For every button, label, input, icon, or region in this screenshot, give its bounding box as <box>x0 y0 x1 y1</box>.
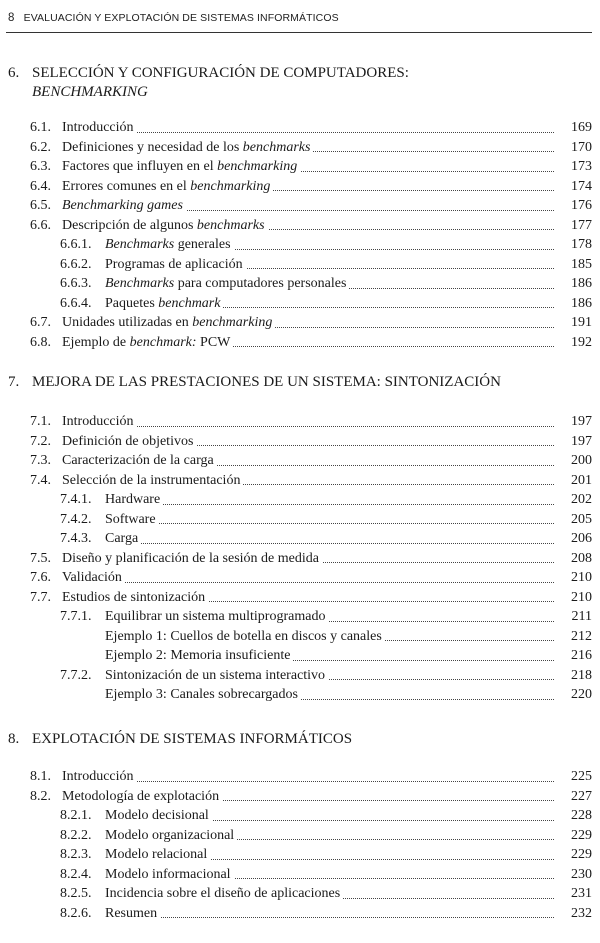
title-part: Introducción <box>62 414 134 429</box>
toc-entry-page: 218 <box>571 667 592 683</box>
toc-entry <box>0 432 600 452</box>
toc-entry-title <box>62 412 137 432</box>
toc-entry-title <box>62 177 273 197</box>
toc-entry <box>0 333 600 353</box>
toc-entry-title <box>62 157 300 177</box>
toc-entry-title <box>62 568 125 588</box>
title-part: Modelo organizacional <box>105 827 235 843</box>
title-part: Equilibrar un sistema multiprogramado <box>105 609 326 624</box>
toc-entry-page: 212 <box>571 628 592 644</box>
toc-entry-title <box>105 627 385 647</box>
toc-entry-number: 6.6.2. <box>60 256 92 272</box>
chapter-8-toc <box>0 767 600 923</box>
title-part: Introducción <box>62 769 134 784</box>
title-part: Factores que influyen en el <box>62 159 218 174</box>
toc-entry-page: 192 <box>571 334 592 350</box>
toc-entry-page: 229 <box>571 827 592 843</box>
toc-entry-title <box>62 333 233 353</box>
toc-entry-page: 225 <box>571 769 592 784</box>
title-part: Carga <box>105 531 139 546</box>
title-part: Metodología de explotación <box>62 788 220 804</box>
toc-entry-title <box>105 235 234 255</box>
toc-entry-number: 6.6. <box>30 217 51 233</box>
toc-entry-page: 197 <box>571 433 592 449</box>
title-italic-part: benchmarking <box>217 159 298 174</box>
toc-entry-title <box>105 865 234 885</box>
title-part: Diseño y planificación de la sesión de medida <box>62 550 319 566</box>
toc-entry <box>0 216 600 236</box>
chapter-8-heading <box>8 730 588 749</box>
toc-entry <box>0 490 600 510</box>
toc-entry-title <box>62 549 322 569</box>
toc-entry-number: 7.5. <box>30 550 51 566</box>
title-part: Definición de objetivos <box>62 433 194 449</box>
toc-entry-title <box>105 826 237 846</box>
chapter-number: 7. <box>8 374 20 390</box>
toc-entry-number: 7.7. <box>30 589 51 605</box>
running-header <box>8 12 588 24</box>
toc-entry-title <box>105 529 141 549</box>
title-part: Programas de aplicación <box>105 256 243 272</box>
toc-entry-number: 7.4.2. <box>60 511 92 527</box>
toc-entry-title <box>105 845 210 865</box>
title-part: Paquetes <box>105 295 159 311</box>
toc-entry-title <box>62 313 275 333</box>
title-part: Caracterización de la carga <box>62 453 214 468</box>
title-italic-part: benchmarks <box>242 139 311 155</box>
toc-entry-page: 211 <box>571 609 592 624</box>
toc-entry-number: 8.2.2. <box>60 827 92 843</box>
toc-entry-page: 197 <box>571 414 592 429</box>
toc-entry-page: 176 <box>571 198 592 213</box>
title-part: Definiciones y necesidad de los <box>62 139 243 155</box>
toc-entry-title <box>105 255 246 275</box>
title-part: Validación <box>62 570 122 585</box>
chapter-number: 8. <box>8 731 20 747</box>
toc-entry-number: 8.2.5. <box>60 886 92 901</box>
chapter-title: EXPLOTACIÓN DE SISTEMAS INFORMÁTICOS <box>32 731 353 747</box>
toc-entry-page: 191 <box>571 315 592 330</box>
title-part: Resumen <box>105 905 158 921</box>
toc-entry-page: 210 <box>571 570 592 585</box>
toc-entry <box>0 865 600 885</box>
title-italic-part: benchmark <box>158 295 221 311</box>
toc-entry <box>0 549 600 569</box>
toc-entry <box>0 568 600 588</box>
toc-entry-page: 185 <box>571 256 592 272</box>
toc-entry-title <box>62 471 243 491</box>
header-rule <box>6 32 592 33</box>
title-italic-part: benchmarking <box>190 178 271 194</box>
title-part: Ejemplo de <box>62 334 130 350</box>
toc-entry-number: 7.7.1. <box>60 609 92 624</box>
title-italic-part: benchmarks <box>196 217 265 233</box>
toc-entry <box>0 646 600 666</box>
toc-entry-number: 6.6.1. <box>60 237 92 252</box>
title-part: Modelo decisional <box>105 808 209 823</box>
toc-entry <box>0 177 600 197</box>
toc-entry-page: 205 <box>571 511 592 527</box>
title-part: Ejemplo 2: Memoria insuficiente <box>105 648 291 663</box>
toc-entry-title <box>105 274 349 294</box>
toc-entry-number: 6.1. <box>30 120 51 135</box>
title-italic-part: Benchmarks <box>105 276 175 291</box>
toc-entry-page: 200 <box>571 453 592 468</box>
toc-entry-number: 6.6.4. <box>60 295 92 311</box>
dot-leader <box>105 510 554 530</box>
chapter-subtitle: BENCHMARKING <box>32 84 148 100</box>
toc-entry-number: 8.2.6. <box>60 905 92 921</box>
toc-entry-number: 6.2. <box>30 139 51 155</box>
toc-entry <box>0 884 600 904</box>
header-page-number: 8 <box>8 12 15 24</box>
toc-entry-page: 186 <box>571 295 592 311</box>
chapter-6-heading <box>8 64 588 102</box>
toc-entry-title <box>105 510 159 530</box>
title-part: PCW <box>196 334 231 350</box>
toc-entry-title <box>105 294 223 314</box>
toc-entry-title <box>105 685 301 705</box>
toc-entry-page: 169 <box>571 120 592 135</box>
title-part: Hardware <box>105 492 161 507</box>
toc-entry-page: 170 <box>571 139 592 155</box>
toc-entry <box>0 767 600 787</box>
title-part: Software <box>105 511 156 527</box>
toc-entry-number: 7.4.3. <box>60 531 92 546</box>
chapter-title: SELECCIÓN Y CONFIGURACIÓN DE COMPUTADORES: <box>32 65 409 81</box>
title-italic-part: benchmarking <box>192 315 273 330</box>
toc-entry <box>0 845 600 865</box>
toc-entry-page: 177 <box>571 217 592 233</box>
toc-entry <box>0 255 600 275</box>
toc-entry-title <box>105 884 343 904</box>
toc-entry <box>0 685 600 705</box>
toc-entry <box>0 826 600 846</box>
toc-entry-page: 230 <box>571 866 592 882</box>
toc-entry <box>0 627 600 647</box>
title-part: Selección de la instrumentación <box>62 472 241 488</box>
toc-entry-page: 186 <box>571 276 592 291</box>
chapter-7-toc <box>0 412 600 705</box>
toc-entry-page: 173 <box>571 159 592 174</box>
toc-entry-title <box>105 666 328 686</box>
toc-entry-title <box>105 904 160 924</box>
toc-entry-number: 7.4. <box>30 472 51 488</box>
title-part: para computadores personales <box>174 276 347 291</box>
toc-entry <box>0 274 600 294</box>
title-part: Estudios de sintonización <box>62 589 206 605</box>
toc-entry <box>0 607 600 627</box>
toc-entry-number: 7.7.2. <box>60 667 92 683</box>
dot-leader <box>105 529 554 549</box>
toc-entry-title <box>62 118 137 138</box>
toc-entry-title <box>62 787 222 807</box>
toc-entry-page: 231 <box>571 886 592 901</box>
toc-entry <box>0 904 600 924</box>
title-part: Unidades utilizadas en <box>62 315 193 330</box>
toc-entry-page: 202 <box>571 492 592 507</box>
title-part: Incidencia sobre el diseño de aplicaciones <box>105 886 341 901</box>
toc-entry-number: 6.5. <box>30 198 51 213</box>
toc-entry <box>0 529 600 549</box>
toc-entry-page: 216 <box>571 648 592 663</box>
toc-entry-page: 201 <box>571 472 592 488</box>
toc-entry <box>0 157 600 177</box>
toc-entry <box>0 666 600 686</box>
toc-entry-title <box>62 216 268 236</box>
toc-entry-title <box>105 646 293 666</box>
title-italic-part: Benchmarking games <box>62 198 183 213</box>
toc-entry-page: 178 <box>571 237 592 252</box>
toc-entry-page: 227 <box>571 788 592 804</box>
toc-entry-number: 6.7. <box>30 315 51 330</box>
title-part: Ejemplo 1: Cuellos de botella en discos y canales <box>105 628 382 644</box>
toc-entry <box>0 588 600 608</box>
toc-entry-title <box>62 588 208 608</box>
toc-entry-title <box>105 607 328 627</box>
toc-entry-number: 6.8. <box>30 334 51 350</box>
toc-entry-number: 6.4. <box>30 178 51 194</box>
toc-entry-number: 7.2. <box>30 433 51 449</box>
toc-entry-title <box>62 196 186 216</box>
toc-entry <box>0 451 600 471</box>
toc-entry-title <box>105 806 212 826</box>
header-title: EVALUACIÓN Y EXPLOTACIÓN DE SISTEMAS INFORMÁTICOS <box>23 12 339 24</box>
toc-entry-page: 232 <box>571 905 592 921</box>
chapter-7-heading <box>8 373 588 392</box>
title-part: Ejemplo 3: Canales sobrecargados <box>105 687 298 702</box>
toc-entry-title <box>105 490 163 510</box>
toc-entry-page: 229 <box>571 847 592 862</box>
toc-entry-number: 7.1. <box>30 414 51 429</box>
title-part: Modelo informacional <box>105 866 231 882</box>
toc-entry-title <box>62 138 313 158</box>
toc-entry <box>0 118 600 138</box>
toc-entry-page: 174 <box>571 178 592 194</box>
toc-entry-number: 8.2.4. <box>60 866 92 882</box>
title-part: Sintonización de un sistema interactivo <box>105 667 326 683</box>
toc-entry <box>0 313 600 333</box>
dot-leader <box>62 568 554 588</box>
toc-entry-number: 7.3. <box>30 453 51 468</box>
toc-entry <box>0 235 600 255</box>
chapter-title: MEJORA DE LAS PRESTACIONES DE UN SISTEMA: SINTONIZACIÓN <box>32 374 501 390</box>
toc-entry-page: 206 <box>571 531 592 546</box>
toc-entry-page: 208 <box>571 550 592 566</box>
toc-entry <box>0 471 600 491</box>
toc-entry-number: 8.2.3. <box>60 847 92 862</box>
toc-entry-number: 6.6.3. <box>60 276 92 291</box>
toc-entry <box>0 294 600 314</box>
toc-entry-page: 228 <box>571 808 592 823</box>
toc-entry-title <box>62 451 217 471</box>
title-italic-part: benchmark: <box>129 334 197 350</box>
toc-entry-number: 8.1. <box>30 769 51 784</box>
toc-entry <box>0 510 600 530</box>
toc-entry <box>0 196 600 216</box>
toc-entry <box>0 806 600 826</box>
toc-entry-number: 7.4.1. <box>60 492 92 507</box>
title-part: Descripción de algunos <box>62 217 197 233</box>
title-part: Modelo relacional <box>105 847 208 862</box>
toc-entry-title <box>62 432 196 452</box>
toc-entry <box>0 412 600 432</box>
title-part: generales <box>174 237 231 252</box>
toc-entry-number: 8.2.1. <box>60 808 92 823</box>
toc-entry-title <box>62 767 137 787</box>
toc-entry <box>0 138 600 158</box>
toc-entry-number: 6.3. <box>30 159 51 174</box>
title-part: Introducción <box>62 120 134 135</box>
title-part: Errores comunes en el <box>62 178 191 194</box>
toc-entry-number: 8.2. <box>30 788 51 804</box>
chapter-number: 6. <box>8 65 20 81</box>
dot-leader <box>105 490 554 510</box>
toc-entry-page: 210 <box>571 589 592 605</box>
toc-entry-number: 7.6. <box>30 570 51 585</box>
title-italic-part: Benchmarks <box>105 237 175 252</box>
toc-entry-page: 220 <box>571 687 592 702</box>
chapter-6-toc <box>0 118 600 352</box>
toc-entry <box>0 787 600 807</box>
dot-leader <box>105 904 554 924</box>
